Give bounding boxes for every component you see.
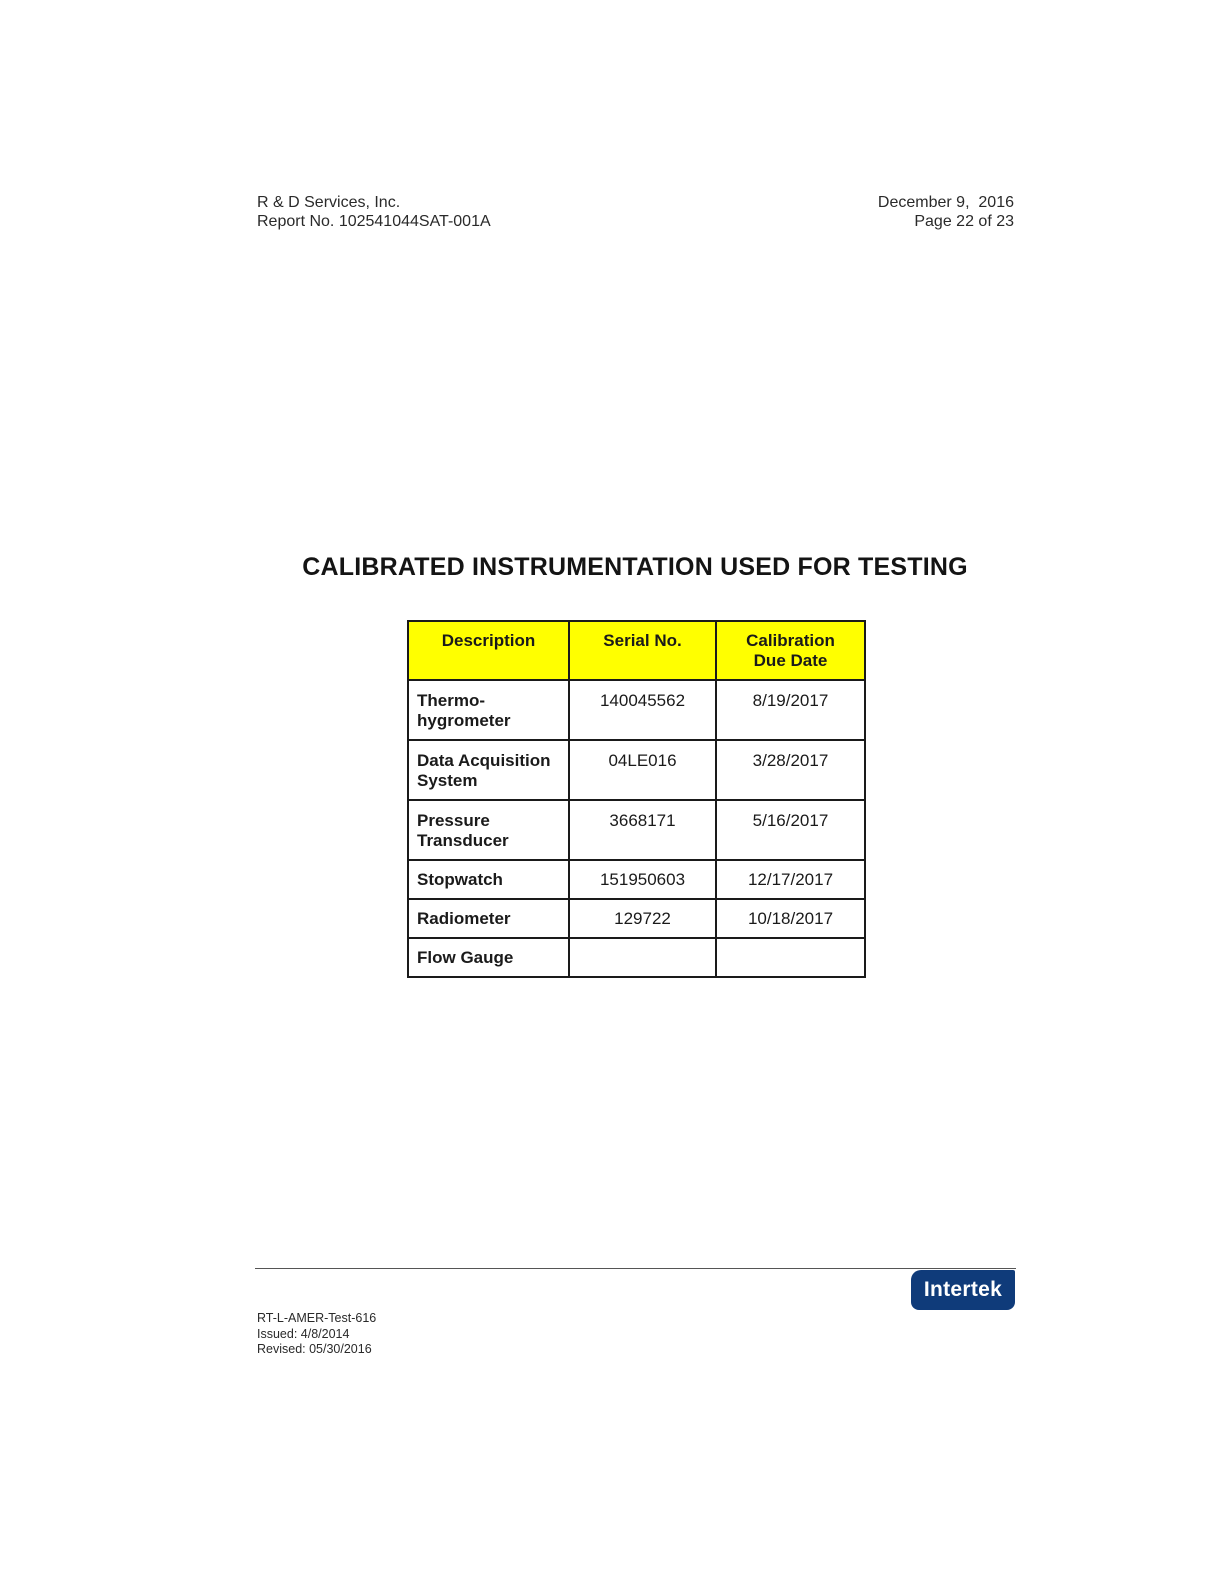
table-row xyxy=(408,938,865,977)
header-calibration-due-date xyxy=(716,621,865,680)
table-row xyxy=(408,740,865,800)
row-description: Flow Gauge xyxy=(408,938,569,977)
page-number: Page 22 of 23 xyxy=(914,213,1014,230)
header-description: Description xyxy=(408,621,569,680)
issued-date: Issued: 4/8/2014 xyxy=(257,1326,350,1341)
row-due-date: 5/16/2017 xyxy=(716,800,865,860)
row-serial xyxy=(569,938,716,977)
table-row xyxy=(408,899,865,938)
footer-divider xyxy=(255,1268,1016,1269)
instrumentation-table xyxy=(407,620,866,978)
report-date: December 9, 2016 xyxy=(877,194,1014,211)
desc-line2: System xyxy=(417,771,478,790)
row-description xyxy=(408,800,569,860)
row-due-date: 12/17/2017 xyxy=(716,860,865,899)
row-serial: 129722 xyxy=(569,899,716,938)
row-due-date: 3/28/2017 xyxy=(716,740,865,800)
footer-form-info xyxy=(257,1311,376,1358)
row-due-date: 10/18/2017 xyxy=(716,899,865,938)
desc-line2: Transducer xyxy=(417,831,509,850)
row-due-date xyxy=(716,938,865,977)
intertek-logo: Intertek xyxy=(911,1270,1015,1310)
row-serial: 04LE016 xyxy=(569,740,716,800)
row-serial: 151950603 xyxy=(569,860,716,899)
report-number: Report No. 102541044SAT-001A xyxy=(257,213,491,230)
desc-line1: Thermo- xyxy=(417,691,485,710)
header-due-line1: Calibration xyxy=(746,631,835,650)
row-due-date: 8/19/2017 xyxy=(716,680,865,740)
form-id: RT-L-AMER-Test-616 xyxy=(257,1311,377,1325)
row-description xyxy=(408,680,569,740)
row-serial: 3668171 xyxy=(569,800,716,860)
table-row xyxy=(408,860,865,899)
company-name: R & D Services, Inc. xyxy=(257,194,401,211)
row-description: Radiometer xyxy=(408,899,569,938)
page-title: CALIBRATED INSTRUMENTATION USED FOR TESTING xyxy=(302,553,968,581)
revised-date: Revised: 05/30/2016 xyxy=(257,1342,372,1356)
row-description: Stopwatch xyxy=(408,860,569,899)
table-row xyxy=(408,800,865,860)
header-right xyxy=(878,193,1014,231)
table-header-row xyxy=(408,621,865,680)
row-serial: 140045562 xyxy=(569,680,716,740)
desc-line2: hygrometer xyxy=(417,711,511,730)
desc-line1: Data Acquisition xyxy=(417,751,551,770)
row-description xyxy=(408,740,569,800)
header-due-line2: Due Date xyxy=(753,651,828,670)
header-serial-no: Serial No. xyxy=(569,621,716,680)
desc-line1: Pressure xyxy=(417,811,490,830)
header-left xyxy=(257,193,491,231)
table-row xyxy=(408,680,865,740)
